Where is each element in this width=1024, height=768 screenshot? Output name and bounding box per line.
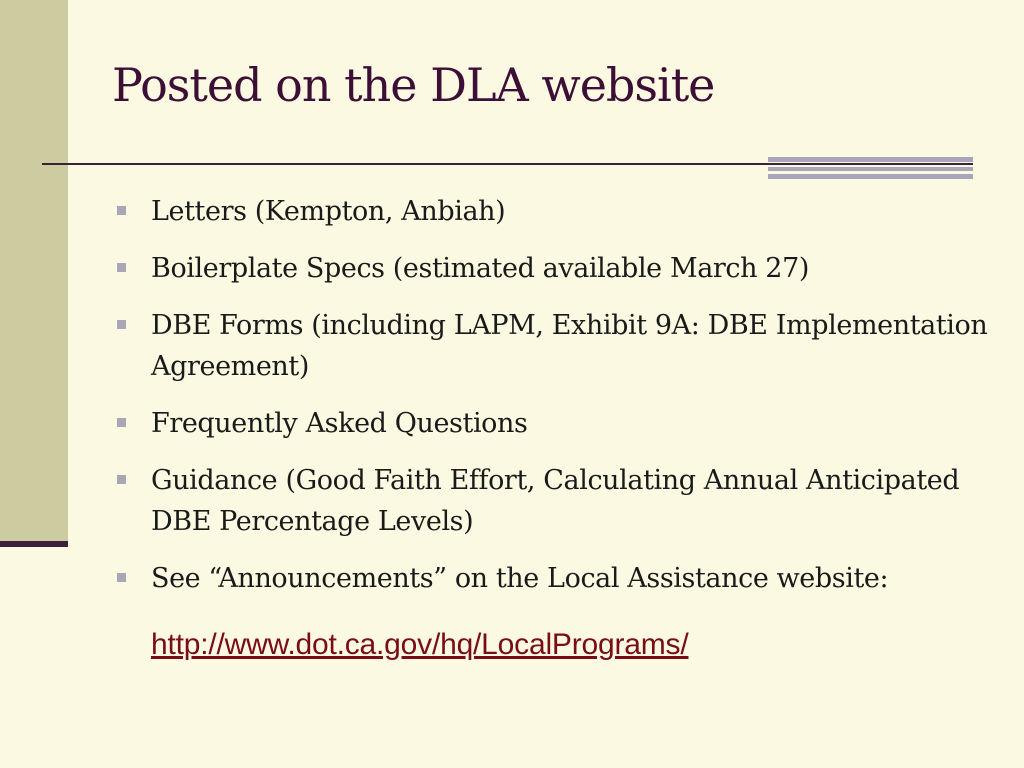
bullet-item-letters bbox=[112, 191, 992, 232]
bullet-text: DBE Forms (including LAPM, Exhibit 9A: DBE Implementation Agreement) bbox=[151, 310, 988, 382]
local-programs-link[interactable]: http://www.dot.ca.gov/hq/LocalPrograms/ bbox=[151, 628, 689, 661]
square-bullet-icon bbox=[117, 475, 126, 484]
decorative-bar-3 bbox=[768, 174, 973, 179]
bullet-list bbox=[112, 191, 992, 615]
left-accent-rule bbox=[0, 541, 68, 547]
left-accent-band bbox=[0, 0, 68, 541]
bullet-item-dbe-forms bbox=[112, 305, 992, 387]
bullet-item-boilerplate-specs bbox=[112, 248, 992, 289]
title-divider bbox=[42, 163, 973, 165]
decorative-bar-1 bbox=[768, 157, 973, 162]
bullet-item-faq bbox=[112, 403, 992, 444]
slide-title: Posted on the DLA website bbox=[112, 58, 715, 112]
bullet-text: Boilerplate Specs (estimated available March 27) bbox=[151, 253, 809, 284]
square-bullet-icon bbox=[117, 263, 126, 272]
bullet-text: Letters (Kempton, Anbiah) bbox=[151, 196, 506, 227]
bullet-text: See “Announcements” on the Local Assistance website: bbox=[151, 563, 889, 594]
bullet-item-guidance bbox=[112, 460, 992, 542]
bullet-text: Guidance (Good Faith Effort, Calculating Annual Anticipated DBE Percentage Levels) bbox=[151, 465, 960, 537]
square-bullet-icon bbox=[117, 206, 126, 215]
square-bullet-icon bbox=[117, 418, 126, 427]
decorative-bar-2 bbox=[768, 167, 973, 171]
bullet-item-announcements bbox=[112, 558, 992, 599]
square-bullet-icon bbox=[117, 573, 126, 582]
square-bullet-icon bbox=[117, 320, 126, 329]
bullet-text: Frequently Asked Questions bbox=[151, 408, 528, 439]
